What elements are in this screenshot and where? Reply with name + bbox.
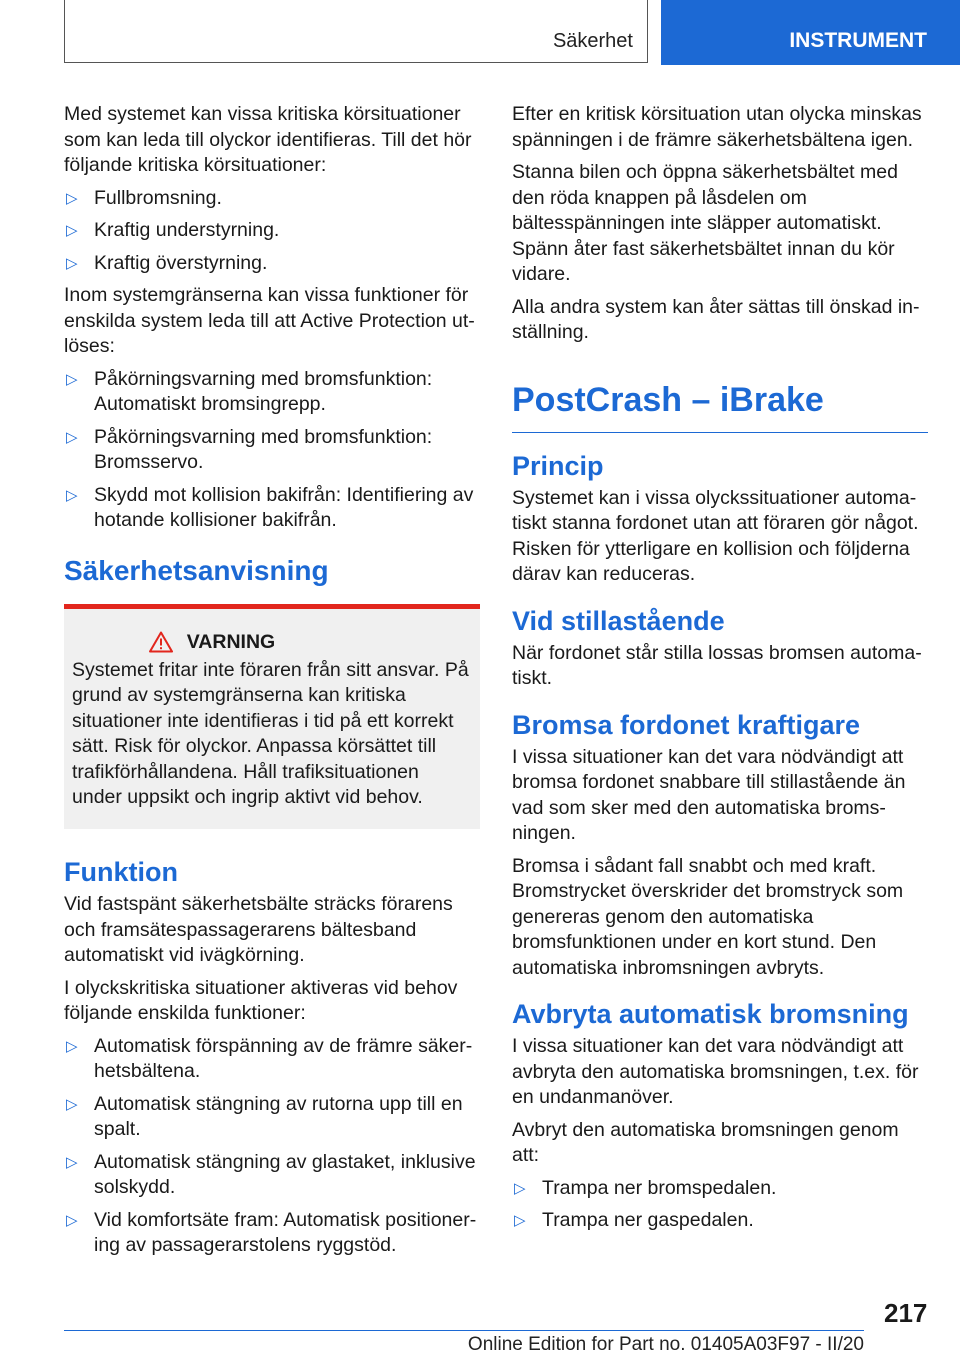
triangle-bullet-icon: ▷	[66, 222, 78, 239]
right-column	[512, 102, 928, 1241]
warning-title: VARNING	[186, 630, 276, 653]
function-paragraph-1: Vid fastspänt säkerhetsbälte sträcks förarens och framsätespassagerarens bältesband automatiskt vid ivägkörning.	[64, 893, 453, 967]
list-item: ▷ Skydd mot kollision bakifrån: Identifiering av hotande kollisioner bakifrån.	[66, 483, 474, 531]
warning-text: Systemet fritar inte föraren från sitt ansvar. På grund av systemgränserna kan kritiska situationer inte identifieras i tid på ett korrekt sätt. Risk för olyckor. Anpassa körsättet till trafikförhållandena. Håll trafiksituationen under uppsikt och ingrip aktivt vid behov.	[72, 658, 469, 809]
triangle-bullet-icon: ▷	[66, 189, 78, 207]
function-paragraph-2: I olyckskritiska situationer aktiveras vid behov följande enskilda funktioner:	[64, 976, 458, 1025]
limits-paragraph: Inom systemgränserna kan vissa funktioner för enskilda system leda till att Active Protection utlöses:	[64, 284, 475, 357]
header-section-title: Säkerhet	[552, 30, 633, 52]
abort-paragraph-1: I vissa situationer kan det vara nödvändigt att avbryta den automatiska bromsningen, t.ex. för en undanmanöver.	[512, 1035, 919, 1108]
list-item: ▷ Påkörningsvarning med bromsfunktion: Bromsservo.	[66, 425, 433, 473]
list-item: ▷ Trampa ner bromspedalen.	[512, 1176, 928, 1202]
intro-paragraph: Med systemet kan vissa kritiska körsituationer som kan leda till olyckor identifieras. Till det hör följande kritiska körsituationer:	[64, 103, 472, 176]
triangle-bullet-icon: ▷	[66, 370, 78, 388]
function-heading: Funktion	[64, 857, 178, 888]
header-box	[64, 0, 648, 63]
list-item: ▷ Påkörningsvarning med bromsfunktion: Automatiskt bromsingrepp.	[66, 367, 433, 415]
brake-paragraph-1: I vissa situationer kan det vara nödvändigt att bromsa fordonet snabbare till stillastående än vad som sker med den automatiska bromsningen.	[512, 745, 906, 844]
left-column	[64, 102, 480, 1266]
warning-box	[64, 604, 480, 830]
page-number: 217	[884, 1298, 928, 1328]
list-item: ▷ Kraftig understyrning.	[64, 218, 480, 244]
abort-list	[512, 1176, 928, 1234]
triangle-bullet-icon: ▷	[66, 1211, 78, 1229]
triangle-bullet-icon: ▷	[66, 1037, 78, 1055]
triangle-bullet-icon: ▷	[66, 486, 78, 504]
triangle-bullet-icon: ▷	[66, 1095, 78, 1113]
brake-harder-heading: Bromsa fordonet kraftigare	[512, 709, 861, 740]
situations-list	[64, 186, 480, 277]
list-item: ▷ Trampa ner gaspedalen.	[512, 1208, 928, 1234]
right-paragraph-3: Alla andra system kan åter sättas till önskad inställning.	[512, 295, 920, 343]
abort-paragraph-2: Avbryt den automatiska bromsningen genom att:	[512, 1118, 899, 1166]
list-item: ▷ Automatisk stängning av glastaket, inklusive solskydd.	[66, 1150, 476, 1199]
abort-heading: Avbryta automatisk bromsning	[512, 999, 909, 1029]
warning-triangle-icon	[149, 631, 173, 653]
list-item: ▷ Fullbromsning.	[64, 186, 480, 212]
list-item: ▷ Automatisk stängning av rutorna upp till en spalt.	[66, 1092, 463, 1141]
right-paragraph-1: Efter en kritisk körsituation utan olycka minskas spänningen i de främre säkerhetsbältena igen.	[512, 103, 922, 151]
right-paragraph-2: Stanna bilen och öppna säkerhetsbältet med den röda knappen på låsdelen om bältesspänningen inte släpper automatiskt. Spänn åter fast säkerhetsbältet innan du kör vidare.	[512, 161, 898, 285]
functions-list	[64, 1034, 480, 1259]
footer-edition: Online Edition for Part no. 01405A03F97 - II/20	[467, 1334, 864, 1355]
list-item: ▷ Vid komfortsäte fram: Automatisk positionering av passagerarstolens ryggstöd.	[66, 1208, 477, 1257]
triangle-bullet-icon: ▷	[66, 1153, 78, 1171]
triggers-list	[64, 367, 480, 534]
triangle-bullet-icon: ▷	[514, 1212, 526, 1229]
still-heading: Vid stillastående	[512, 605, 725, 636]
safety-heading: Säkerhetsanvisning	[64, 554, 329, 586]
still-text: När fordonet står stilla lossas bromsen automatiskt.	[512, 641, 922, 689]
princip-text: Systemet kan i vissa olyckssituationer automatiskt stanna fordonet utan att föraren gör något. Risken för ytterligare en kollision och följderna därav kan reduceras.	[512, 486, 919, 585]
postcrash-heading: PostCrash – iBrake	[512, 380, 928, 433]
warning-title-row	[72, 631, 472, 654]
triangle-bullet-icon: ▷	[514, 1179, 526, 1197]
brake-paragraph-2: Bromsa i sådant fall snabbt och med kraft. Bromstrycket överskrider det bromstryck som genereras genom den automatiska bromsfunktionen under en kort stund. Den automatiska inbromsningen avbryts.	[512, 854, 904, 979]
footer-divider	[64, 1330, 864, 1331]
princip-heading: Princip	[512, 450, 604, 481]
header-chapter-tab[interactable]: INSTRUMENT	[661, 0, 960, 65]
list-item: ▷ Automatisk förspänning av de främre säkerhetsbältena.	[66, 1034, 473, 1083]
list-item: ▷ Kraftig överstyrning.	[64, 251, 480, 277]
triangle-bullet-icon: ▷	[66, 428, 78, 446]
triangle-bullet-icon: ▷	[66, 254, 78, 272]
